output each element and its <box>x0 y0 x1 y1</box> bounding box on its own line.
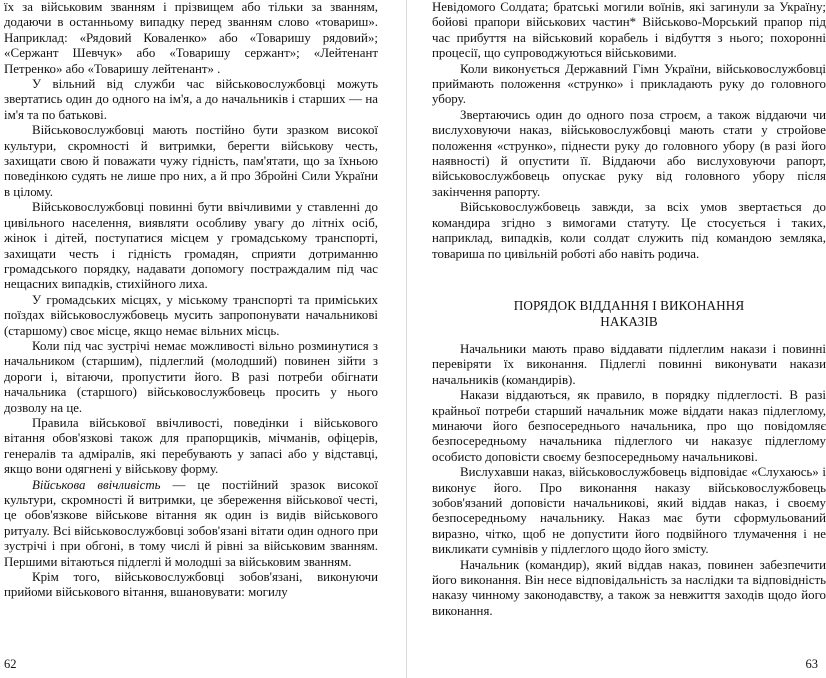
paragraph: Вислухавши наказ, військовослужбовець відповідає «Слухаюсь» і виконує його. Про виконання наказу військовослужбовець зобов'язаний доповісти начальникові, який віддав наказ, і своєму безпосередньому начальнику. Наказ має бути сформульований виразно, чітко, щоб не допустити його подвійного тлумачення і не викликати сумнівів у підлеглого щодо його змісту. <box>432 465 826 557</box>
paragraph: Накази віддаються, як правило, в порядку підлеглості. В разі крайньої потреби старший начальник може віддати наказ підлеглому, минаючи його безпосереднього начальника, про що повідомляє безпосередньому начальника підлеглого чи наказує підлеглому особисто доповісти своєму безпосередньому начальникові. <box>432 388 826 464</box>
paragraph: їх за військовим званням і прізвищем або тільки за званням, додаючи в останньому випадку перед званням слово «товариш». Наприклад: «Рядовий Коваленко» або «Товаришу рядовий»; «Сержант Шевчук» або «Товаришу сержант»; «Лейтенант Петренко» або «Товаришу лейтенант» . <box>4 0 378 76</box>
paragraph: Коли виконується Державний Гімн України, військовослужбовці приймають положення «струнко» і прикладають руку до головного убору. <box>432 61 826 107</box>
paragraph: Військовослужбовець завжди, за всіх умов звертається до командира згідно з вимогами статуту. Це стосується і таких, наприклад, випадків, коли солдат служить під командою земляка, товариша по цивільній роботі або навіть родича. <box>432 200 826 261</box>
paragraph: Невідомого Солдата; братські могили воїнів, які загинули за Україну; бойові прапори військових частин* Військово-Морський прапор під час прибуття на військовий корабель і відбуття з нього; похоронні процесії, що супроводжуються військовими. <box>432 0 826 61</box>
heading-line: ПОРЯДОК ВІДДАННЯ І ВИКОНАННЯ <box>513 297 745 313</box>
paragraph: Військовослужбовці повинні бути ввічливими у ставленні до цивільного населення, виявляти особливу увагу до літніх осіб, жінок і дітей, поступатися місцем у громадському транспорті, захищати честь і гідність громадян, сприяти дотриманню громадського порядку, надавати допомогу постраждалим під час нещасних випадків, стихійного лиха. <box>4 200 378 292</box>
right-page <box>412 0 826 678</box>
paragraph: Начальники мають право віддавати підлеглим накази і повинні перевіряти їх виконання. Підлеглі повинні виконувати накази начальників (командирів). <box>432 341 826 387</box>
page-number-right: 63 <box>805 657 818 671</box>
paragraph: Коли під час зустрічі немає можливості вільно розминутися з начальником (старшим), підлеглий (молодший) повинен зійти з дороги і, вітаючи, пропустити його. В разі потреби обігнати начальника (старшого) військовослужбовець просить у нього дозволу на це. <box>4 338 378 415</box>
heading-line: НАКАЗІВ <box>600 313 658 329</box>
page-number-left: 62 <box>4 657 17 671</box>
paragraph: Начальник (командир), який віддав наказ, повинен забезпечити його виконання. Він несе відповідальність за наслідки та відповідність наказу чинному законодавству, а також за невжиття заходів щодо його виконання. <box>432 557 826 618</box>
paragraph: Крім того, військовослужбовці зобов'язані, виконуючи прийоми військового вітання, вшановувати: могилу <box>4 570 378 600</box>
paragraph: У вільний від служби час військовослужбовці можуть звертатись один до одного на ім'я, а до начальників і старших — на ім'я та по батькові. <box>4 77 378 122</box>
paragraph-body: — це постійний зразок високої культури, скромності й витримки, це збереження військової честі, це обов'язкове військове вітання як один із видів військового ритуалу. Всі військовослужбовці зобов'язані вітати один одного при зустрічі і при обгоні, в тому числі й рівні за військовим званням. Першими вітаються підлеглі й молодші за військовим званням. <box>4 477 378 569</box>
italic-term: Військова ввічливість <box>32 477 161 492</box>
paragraph-with-italic-term <box>0 478 378 570</box>
paragraph: Правила військової ввічливості, поведінки і військового вітання обов'язкові також для прапорщиків, мічманів, офіцерів, генералів та адміралів, які перебувають у запасі або у відставці, якщо вони одягнені у військову форму. <box>4 415 378 477</box>
left-page <box>0 0 404 678</box>
paragraph: Звертаючись один до одного поза строєм, а також віддаючи чи вислуховуючи наказ, військовослужбовці мають стати у стройове положення «струнко», піднести руку до головного убору (в разі його наявності) й опустити її. Віддаючи або вислуховуючи рапорт, військовослужбовець опускає руку від головного убору після закінчення рапорту. <box>432 107 826 199</box>
paragraph: Військовослужбовці мають постійно бути зразком високої культури, скромності й витримки, берегти військову честь, захищати свою й поважати чужу гідність, пам'ятати, що за їхньою поведінкою судять не лише про них, а й про Збройні Сили України в цілому. <box>4 123 378 199</box>
section-heading <box>432 298 826 330</box>
paragraph: У громадських місцях, у міському транспорті та приміських поїздах військовослужбовець мусить запропонувати начальникові (старшому) своє місце, якщо немає вільних місць. <box>4 292 378 338</box>
page-gutter <box>406 0 407 678</box>
